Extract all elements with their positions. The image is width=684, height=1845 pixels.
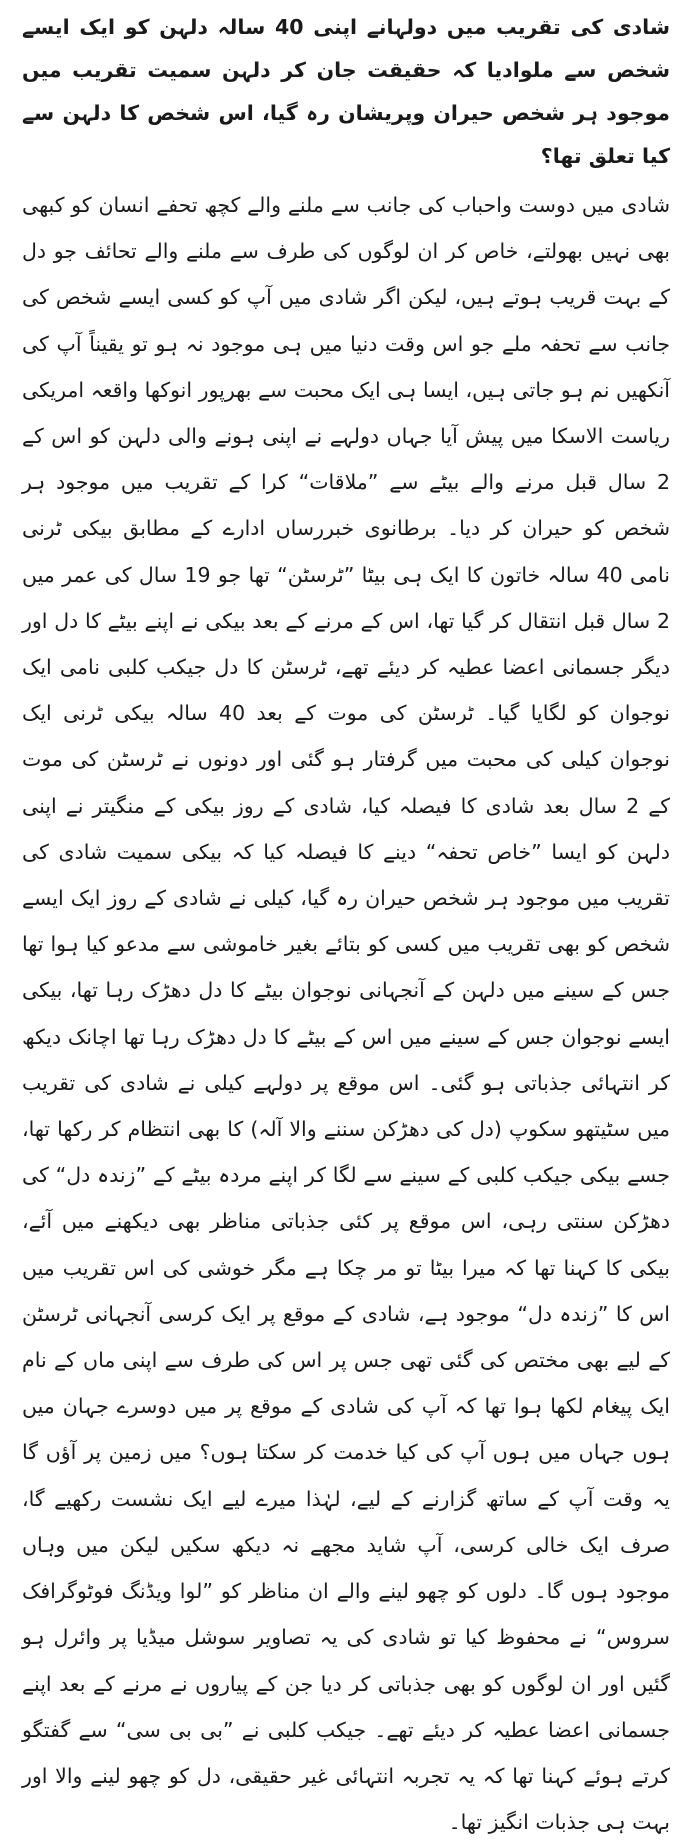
article-body: شادی میں دوست واحباب کی جانب سے ملنے والے کچھ تحفے انسان کو کبھی بھی نہیں بھولتے، خاص کر ان لوگوں کی طرف سے ملنے والے تحائف جو دل کے بہت قریب ہوتے ہیں، لیکن اگر شادی میں آپ کو کسی ایسے شخص کی جانب سے تحفہ ملے جو اس وقت دنیا میں ہی موجود نہ ہو تو یقیناً آپ کی آنکھیں نم ہو جاتی ہیں، ایسا ہی ایک محبت سے بھرپور انوکھا واقعہ امریکی ریاست الاسکا میں پیش آیا جہاں دولہے نے اپنی ہونے والی دلہن کو اس کے 2 سال قبل مرنے والے بیٹے سے ”ملاقات“ کرا کے تقریب میں موجود ہر شخص کو حیران کر دیا۔ برطانوی خبررساں ادارے کے مطابق بیکی ٹرنی نامی 40 سالہ خاتون کا ایک ہی بیٹا ”ٹرسٹن“ تھا جو 19 سال کی عمر میں 2 سال قبل انتقال کر گیا تھا، اس کے مرنے کے بعد بیکی نے اپنے بیٹے کا دل اور دیگر جسمانی اعضا عطیہ کر دیئے تھے، ٹرسٹن کا دل جیکب کلبی نامی ایک نوجوان کو لگایا گیا۔ ٹرسٹن کی موت کے بعد 40 سالہ بیکی ٹرنی ایک نوجوان کیلی کی محبت میں گرفتار ہو گئی اور دونوں نے ٹرسٹن کی موت کے 2 سال بعد شادی کا فیصلہ کیا، شادی کے روز بیکی کے منگیتر نے اپنی دلہن کو ایسا ”خاص تحفہ“ دینے کا فیصلہ کیا کہ بیکی سمیت شادی کی تقریب میں موجود ہر شخص حیران رہ گیا، کیلی نے شادی کے روز ایک ایسے شخص کو بھی تقریب میں کسی کو بتائے بغیر خاموشی سے مدعو کیا ہوا تھا جس کے سینے میں دلہن کے آنجہانی نوجوان بیٹے کا دل دھڑک رہا تھا، بیکی ایسے نوجوان جس کے سینے میں اس کے بیٹے کا دل دھڑک رہا تھا اچانک دیکھ کر انتہائی جذباتی ہو گئی۔ اس موقع پر دولہے کیلی نے شادی کی تقریب میں سٹیتھو سکوپ (دل کی دھڑکن سننے والا آلہ) کا بھی انتظام کر رکھا تھا، جسے بیکی جیکب کلبی کے سینے سے لگا کر اپنے مردہ بیٹے کے ”زندہ دل“ کی دھڑکن سنتی رہی، اس موقع پر کئی جذباتی مناظر بھی دیکھنے میں آئے، بیکی کا کہنا تھا کہ میرا بیٹا تو مر چکا ہے مگر خوشی کی اس تقریب میں اس کا ”زندہ دل“ موجود ہے، شادی کے موقع پر ایک کرسی آنجہانی ٹرسٹن کے لیے بھی مختص کی گئی تھی جس پر اس کی طرف سے اپنی ماں کے نام ایک پیغام لکھا ہوا تھا کہ آپ کی شادی کے موقع پر میں دوسرے جہان میں ہوں جہاں میں ہوں آپ کی کیا خدمت کر سکتا ہوں؟ میں زمین پر آؤں گا یہ وقت آپ کے ساتھ گزارنے کے لیے، لہٰذا میرے لیے ایک نشست رکھیے گا، صرف ایک خالی کرسی، آپ شاید مجھے نہ دیکھ سکیں لیکن میں وہاں موجود ہوں گا۔ دلوں کو چھو لینے والے ان مناظر کو ”لوا ویڈنگ فوٹوگرافک سروس“ نے محفوظ کیا تو شادی کی یہ تصاویر سوشل میڈیا پر وائرل ہو گئیں اور ان لوگوں کو بھی جذباتی کر دیا جن کے پیاروں نے مرنے کے بعد اپنے جسمانی اعضا عطیہ کر دیئے تھے۔ جیکب کلبی نے ”بی بی سی“ سے گفتگو کرتے ہوئے کہنا تھا کہ یہ تجربہ انتہائی غیر حقیقی، دل کو چھو لینے والا اور بہت ہی جذبات انگیز تھا۔ <box>22 193 670 1835</box>
article-title: شادی کی تقریب میں دولہانے اپنی 40 سالہ دلہن کو ایک ایسے شخص سے ملوادیا کہ حقیقت جان کر دلہن سمیت تقریب میں موجود ہر شخص حیران وپریشان رہ گیا، اس شخص کا دلہن سے کیا تعلق تھا؟ <box>22 15 671 168</box>
